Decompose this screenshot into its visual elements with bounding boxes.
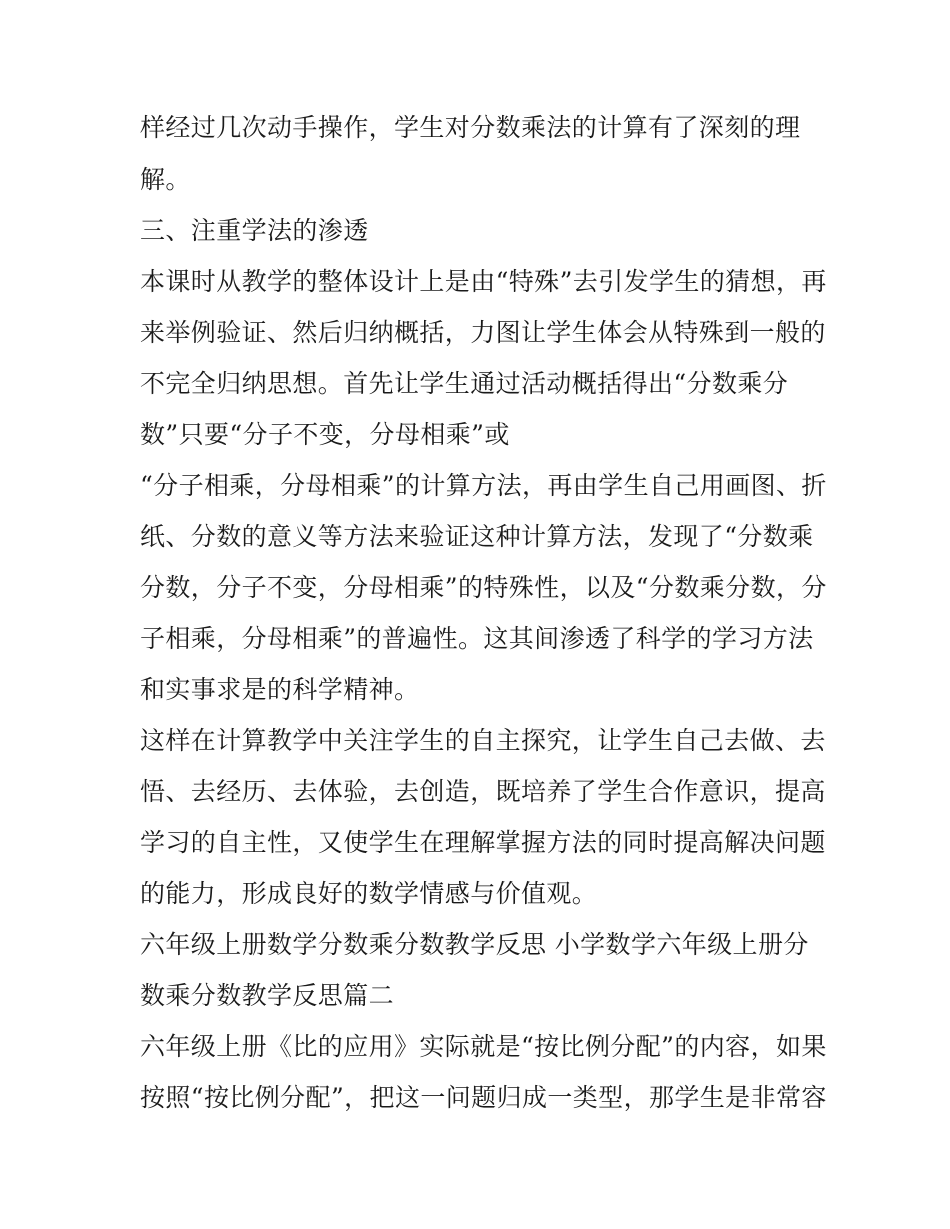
text-line: 的能力，形成良好的数学情感与价值观。	[140, 879, 598, 908]
text-line: 六年级上册《比的应用》实际就是“按比例分配”的内容，如果	[140, 1032, 827, 1061]
text-line: 学习的自主性，又使学生在理解掌握方法的同时提高解决问题	[140, 828, 826, 857]
text-line: 和实事求是的科学精神。	[140, 675, 420, 704]
text-line: “分子相乘，分母相乘”的计算方法，再由学生自己用画图、折	[140, 471, 827, 500]
text-line: 这样在计算教学中关注学生的自主探究，让学生自己去做、去	[140, 726, 826, 755]
text-line: 来举例验证、然后归纳概括，力图让学生体会从特殊到一般的	[140, 318, 826, 347]
section-heading: 六年级上册数学分数乘分数教学反思 小学数学六年级上册分	[140, 930, 809, 959]
text-line: 样经过几次动手操作，学生对分数乘法的计算有了深刻的理	[140, 113, 801, 142]
text-line: 分数，分子不变，分母相乘”的特殊性，以及“分数乘分数，分	[140, 573, 827, 602]
text-line: 按照“按比例分配”，把这一问题归成一类型，那学生是非常容	[140, 1083, 827, 1112]
section-heading: 数乘分数教学反思篇二	[140, 981, 395, 1010]
text-line: 不完全归纳思想。首先让学生通过活动概括得出“分数乘分	[140, 369, 789, 398]
text-line: 数”只要“分子不变，分母相乘”或	[140, 420, 510, 449]
text-line: 子相乘，分母相乘”的普遍性。这其间渗透了科学的学习方法	[140, 624, 814, 653]
text-line: 悟、去经历、去体验，去创造，既培养了学生合作意识，提高	[140, 777, 826, 806]
text-line: 解。	[140, 165, 191, 194]
text-line: 纸、分数的意义等方法来验证这种计算方法，发现了“分数乘	[140, 522, 814, 551]
text-line: 本课时从教学的整体设计上是由“特殊”去引发学生的猜想，再	[140, 267, 827, 296]
section-heading: 三、注重学法的渗透	[140, 216, 369, 245]
